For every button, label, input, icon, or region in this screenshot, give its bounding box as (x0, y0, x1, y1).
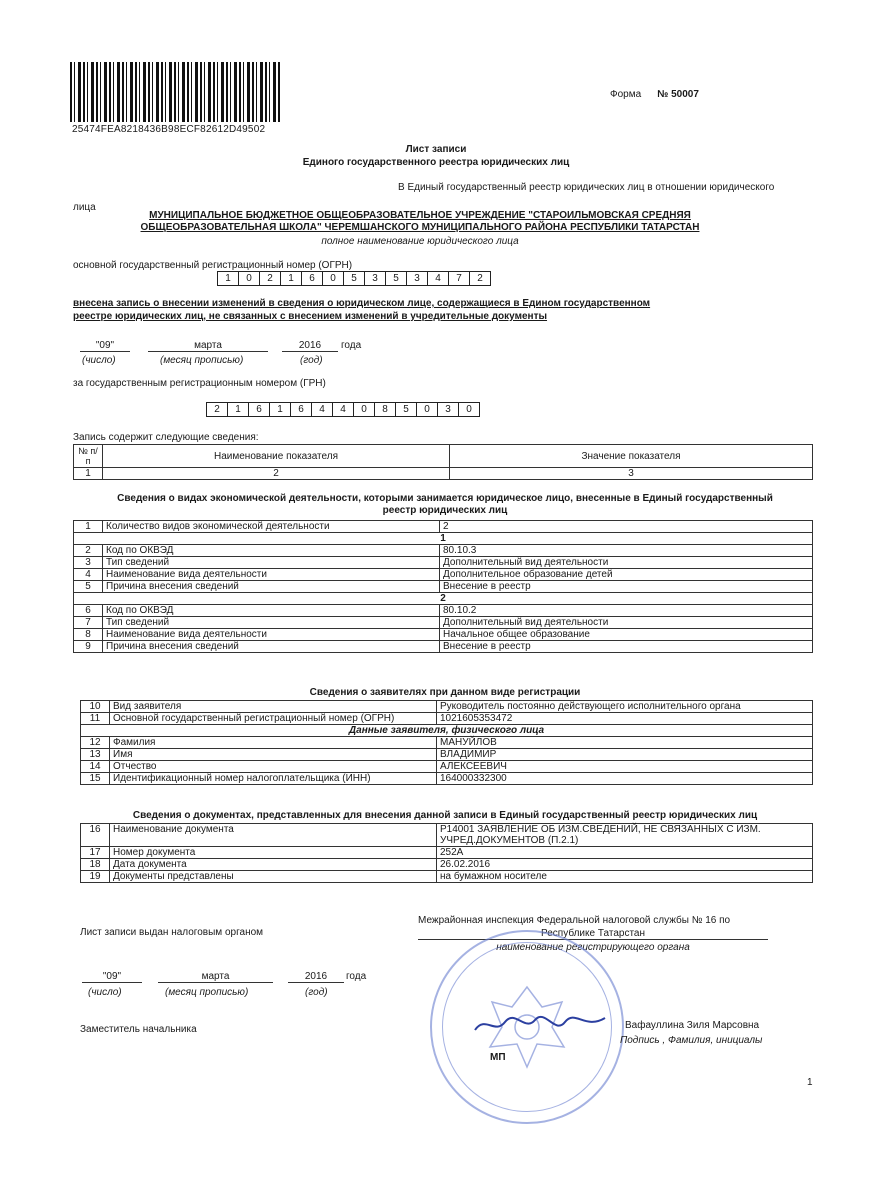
table-row (81, 859, 813, 871)
table-row (74, 617, 813, 629)
table-row (74, 641, 813, 653)
issue-year-caption: (год) (305, 987, 328, 998)
row-number: 3 (74, 557, 103, 569)
digit-box: 4 (427, 271, 449, 286)
entity-name-line1: МУНИЦИПАЛЬНОЕ БЮДЖЕТНОЕ ОБЩЕОБРАЗОВАТЕЛЬНОЕ УЧРЕЖДЕНИЕ "СТАРОИЛЬМОВСКАЯ СРЕДНЯЯ (149, 210, 691, 221)
row-number: 19 (81, 871, 110, 883)
grn-boxes (207, 402, 480, 417)
issue-month: марта (158, 971, 273, 983)
grn-label: за государственным регистрационным номером (ГРН) (73, 378, 326, 389)
table-row (74, 605, 813, 617)
table-row (81, 701, 813, 713)
digit-box: 3 (437, 402, 459, 417)
table-row (81, 871, 813, 883)
issue-day-caption: (число) (88, 987, 122, 998)
ogrn-label: основной государственный регистрационный номер (ОГРН) (73, 260, 353, 271)
index-cell: 3 (450, 468, 813, 480)
row-value: Дополнительный вид деятельности (440, 617, 813, 629)
row-name: Фамилия (110, 737, 437, 749)
row-name: Тип сведений (103, 557, 440, 569)
form-label (610, 89, 699, 100)
digit-box: 7 (448, 271, 470, 286)
row-name: Тип сведений (103, 617, 440, 629)
doc-title-line1: Лист записи (405, 144, 467, 155)
entry-year-caption: (год) (300, 355, 323, 366)
doc-title-line2: Единого государственного реестра юридических лиц (302, 157, 570, 168)
row-name: Количество видов экономической деятельности (103, 521, 440, 533)
digit-box: 8 (374, 402, 396, 417)
row-value: на бумажном носителе (437, 871, 813, 883)
row-value: 2 (440, 521, 813, 533)
digit-box: 5 (343, 271, 365, 286)
row-value: Дополнительный вид деятельности (440, 557, 813, 569)
row-number: 5 (74, 581, 103, 593)
digit-box: 6 (290, 402, 312, 417)
entry-month-caption: (месяц прописью) (160, 355, 244, 366)
row-number: 18 (81, 859, 110, 871)
intro-text-cont: лица (73, 202, 96, 213)
digit-box: 0 (458, 402, 480, 417)
table-row (81, 725, 813, 737)
row-name: Номер документа (110, 847, 437, 859)
row-number: 8 (74, 629, 103, 641)
signer-name: Вафауллина Зиля Марсовна (625, 1020, 760, 1031)
row-value: Руководитель постоянно действующего исполнительного органа (437, 701, 813, 713)
row-name: Наименование вида деятельности (103, 629, 440, 641)
table-row (74, 545, 813, 557)
digit-box: 1 (227, 402, 249, 417)
digit-box: 3 (364, 271, 386, 286)
table-row (81, 761, 813, 773)
row-name: Отчество (110, 761, 437, 773)
documents-table (80, 823, 813, 883)
entry-day-caption: (число) (82, 355, 116, 366)
digit-box: 1 (269, 402, 291, 417)
table-row (74, 521, 813, 533)
table-row (81, 773, 813, 785)
authority-line2: Республике Татарстан (418, 928, 768, 940)
intro-text: В Единый государственный реестр юридических лиц в отношении юридического (398, 182, 775, 193)
row-number: 14 (81, 761, 110, 773)
row-value: Внесение в реестр (440, 641, 813, 653)
table-row (74, 581, 813, 593)
documents-section-title: Сведения о документах, представленных для внесения данной записи в Единый государственный реестр юридических лиц (132, 810, 758, 821)
row-number: 9 (74, 641, 103, 653)
digit-box: 2 (206, 402, 228, 417)
row-name: Документы представлены (110, 871, 437, 883)
table-row (81, 737, 813, 749)
issued-label: Лист записи выдан налоговым органом (80, 927, 264, 938)
row-number: 16 (81, 824, 110, 847)
ogrn-boxes (218, 271, 491, 286)
row-number: 13 (81, 749, 110, 761)
okved-table (73, 520, 813, 653)
row-value: Начальное общее образование (440, 629, 813, 641)
digit-box: 0 (353, 402, 375, 417)
row-value: 164000332300 (437, 773, 813, 785)
form-label-text: Форма (610, 89, 642, 100)
row-number: 7 (74, 617, 103, 629)
row-number: 6 (74, 605, 103, 617)
row-name: Наименование вида деятельности (103, 569, 440, 581)
subsection-header: 1 (74, 533, 813, 545)
row-value: Р14001 ЗАЯВЛЕНИЕ ОБ ИЗМ.СВЕДЕНИЙ, НЕ СВЯЗАННЫХ С ИЗМ. УЧРЕД.ДОКУМЕНТОВ (П.2.1) (437, 824, 813, 847)
index-cell: 2 (103, 468, 450, 480)
entry-year-suffix: года (341, 340, 362, 351)
row-number: 10 (81, 701, 110, 713)
row-number: 2 (74, 545, 103, 557)
row-value: Внесение в реестр (440, 581, 813, 593)
entry-text-line1: внесена запись о внесении изменений в сведения о юридическом лице, содержащиеся в Едином государственном (73, 298, 651, 309)
applicants-table (80, 700, 813, 785)
table-row (74, 629, 813, 641)
row-value: 26.02.2016 (437, 859, 813, 871)
row-name: Причина внесения сведений (103, 641, 440, 653)
signature (470, 1010, 610, 1040)
row-number: 1 (74, 521, 103, 533)
table-row (74, 557, 813, 569)
table-row (74, 569, 813, 581)
digit-box: 1 (217, 271, 239, 286)
digit-box: 3 (406, 271, 428, 286)
entity-name-caption: полное наименование юридического лица (321, 236, 519, 247)
row-value: МАНУЙЛОВ (437, 737, 813, 749)
issue-year-suffix: года (346, 971, 367, 982)
row-value: 252А (437, 847, 813, 859)
row-value: 1021605353472 (437, 713, 813, 725)
row-number: 12 (81, 737, 110, 749)
row-name: Вид заявителя (110, 701, 437, 713)
row-name: Идентификационный номер налогоплательщика (ИНН) (110, 773, 437, 785)
contents-caption: Запись содержит следующие сведения: (73, 432, 259, 443)
row-name: Основной государственный регистрационный номер (ОГРН) (110, 713, 437, 725)
digit-box: 2 (469, 271, 491, 286)
row-number: 17 (81, 847, 110, 859)
entry-month: марта (148, 340, 268, 352)
form-number: № 50007 (657, 89, 699, 100)
authority-line1: Межрайонная инспекция Федеральной налоговой службы № 16 по (418, 915, 731, 926)
row-number: 4 (74, 569, 103, 581)
col-name-header: Наименование показателя (103, 445, 450, 468)
row-value: 80.10.2 (440, 605, 813, 617)
row-value: Дополнительное образование детей (440, 569, 813, 581)
digit-box: 1 (280, 271, 302, 286)
signer-position: Заместитель начальника (80, 1024, 197, 1035)
row-name: Наименование документа (110, 824, 437, 847)
okved-section-title-line1: Сведения о видах экономической деятельности, которыми занимается юридическое лицо, внесенные в Единый государственный (117, 493, 773, 504)
row-name: Имя (110, 749, 437, 761)
digit-box: 6 (301, 271, 323, 286)
row-value: АЛЕКСЕЕВИЧ (437, 761, 813, 773)
row-value: 80.10.3 (440, 545, 813, 557)
table-row (74, 593, 813, 605)
signer-caption: Подпись , Фамилия, инициалы (620, 1035, 763, 1046)
barcode (70, 62, 282, 122)
col-no-header: № п/п (74, 445, 103, 468)
page-number: 1 (807, 1077, 813, 1088)
digit-box: 2 (259, 271, 281, 286)
barcode-text: 25474FEA8218436B98ECF82612D49502 (72, 124, 266, 135)
contents-table (73, 444, 813, 480)
issue-month-caption: (месяц прописью) (165, 987, 249, 998)
stamp-mp-label: МП (490, 1052, 506, 1063)
row-value: ВЛАДИМИР (437, 749, 813, 761)
row-name: Код по ОКВЭД (103, 605, 440, 617)
subsection-header: Данные заявителя, физического лица (81, 725, 813, 737)
entry-day: "09" (80, 340, 130, 352)
index-cell: 1 (74, 468, 103, 480)
digit-box: 5 (395, 402, 417, 417)
row-name: Причина внесения сведений (103, 581, 440, 593)
entity-name-line2: ОБЩЕОБРАЗОВАТЕЛЬНАЯ ШКОЛА" ЧЕРЕМШАНСКОГО МУНИЦИПАЛЬНОГО РАЙОНА РЕСПУБЛИКИ ТАТАРСТАН (140, 222, 700, 233)
issue-year: 2016 (288, 971, 344, 983)
okved-section-title-line2: реестр юридических лиц (382, 505, 508, 516)
applicants-section-title: Сведения о заявителях при данном виде регистрации (309, 687, 581, 698)
table-row (81, 847, 813, 859)
authority-caption: наименование регистрирующего органа (496, 942, 690, 953)
table-row (81, 713, 813, 725)
entry-text-line2: реестре юридических лиц, не связанных с внесением изменений в учредительные документы (73, 311, 548, 322)
digit-box: 0 (322, 271, 344, 286)
issue-day: "09" (82, 971, 142, 983)
subsection-header: 2 (74, 593, 813, 605)
col-value-header: Значение показателя (450, 445, 813, 468)
digit-box: 6 (248, 402, 270, 417)
table-row (81, 749, 813, 761)
row-number: 11 (81, 713, 110, 725)
row-number: 15 (81, 773, 110, 785)
digit-box: 4 (332, 402, 354, 417)
digit-box: 0 (238, 271, 260, 286)
digit-box: 4 (311, 402, 333, 417)
row-name: Дата документа (110, 859, 437, 871)
digit-box: 5 (385, 271, 407, 286)
table-row (74, 533, 813, 545)
digit-box: 0 (416, 402, 438, 417)
entry-year: 2016 (282, 340, 338, 352)
table-row (81, 824, 813, 847)
row-name: Код по ОКВЭД (103, 545, 440, 557)
